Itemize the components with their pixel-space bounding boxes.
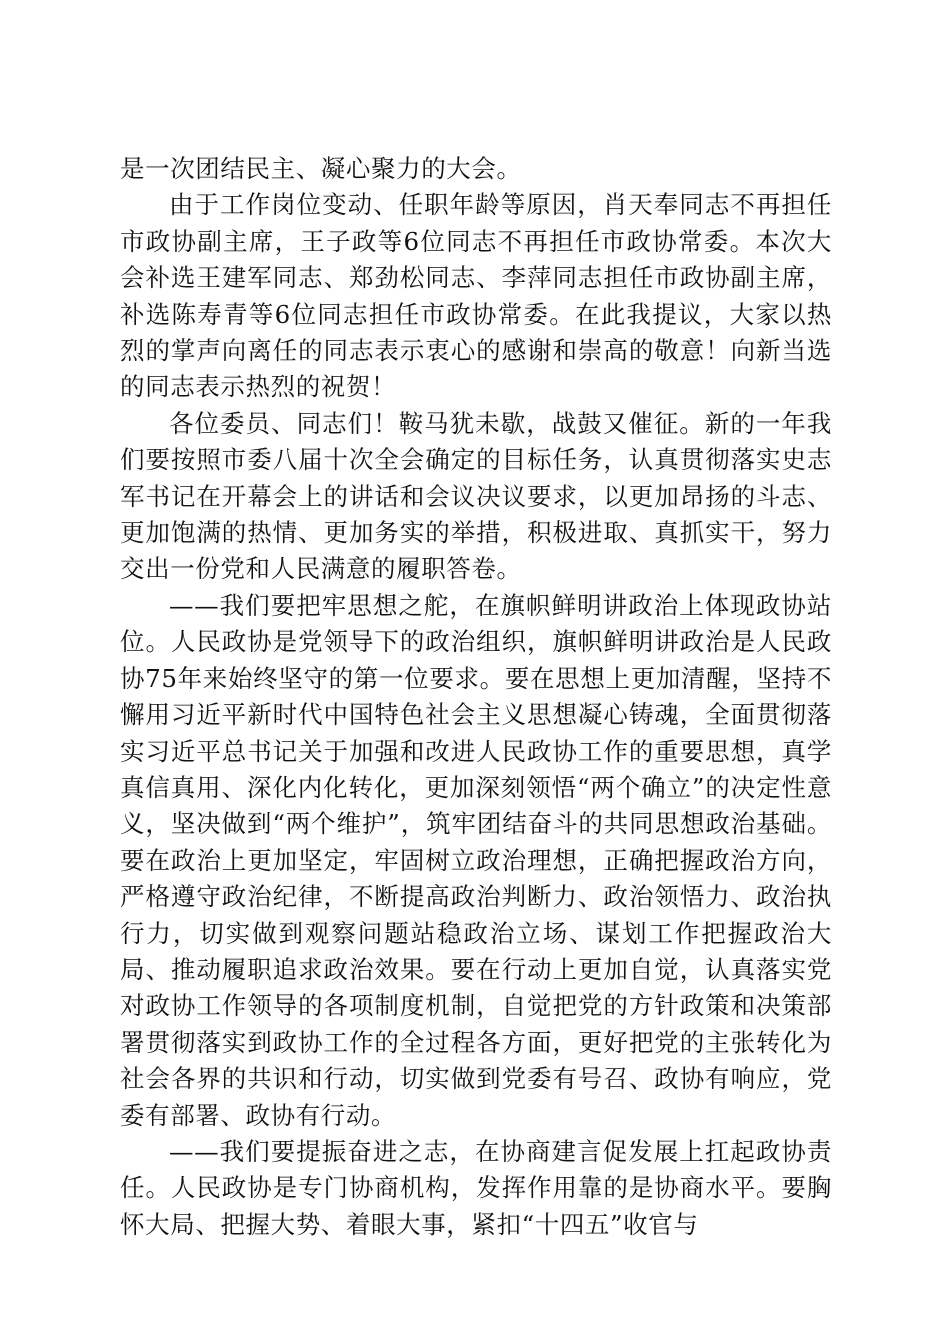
paragraph-personnel-changes: 由于工作岗位变动、任职年龄等原因，肖天奉同志不再担任市政协副主席，王子政等6位同志不再担任市政协常委。本次大会补选王建军同志、郑劲松同志、李萍同志担任市政协副主席，补选陈寿青等6位同志担任市政协常委。在此我提议，大家以热烈的掌声向离任的同志表示衷心的感谢和崇高的敬意！向新当选的同志表示热烈的祝贺！ [120, 190, 832, 402]
document-body [120, 151, 832, 1243]
paragraph-consultation-duty: ——我们要提振奋进之志，在协商建言促发展上扛起政协责任。人民政协是专门协商机构，发挥作用靠的是协商水平。要胸怀大局、把握大势、着眼大事，紧扣“十四五”收官与 [120, 1136, 832, 1239]
paragraph-continuation: 是一次团结民主、凝心聚力的大会。 [120, 154, 522, 183]
paragraph-new-year-tasks: 各位委员、同志们！鞍马犹未歇，战鼓又催征。新的一年我们要按照市委八届十次全会确定的目标任务，认真贯彻落实史志军书记在开幕会上的讲话和会议决议要求，以更加昂扬的斗志、更加饱满的热情、更加务实的举措，积极进取、真抓实干，努力交出一份党和人民满意的履职答卷。 [120, 408, 832, 584]
paragraph-political-stance: ——我们要把牢思想之舵，在旗帜鲜明讲政治上体现政协站位。人民政协是党领导下的政治组织，旗帜鲜明讲政治是人民政协75年来始终坚守的第一位要求。要在思想上更加清醒，坚持不懈用习近平新时代中国特色社会主义思想凝心铸魂，全面贯彻落实习近平总书记关于加强和改进人民政协工作的重要思想，真学真信真用、深化内化转化，更加深刻领悟“两个确立”的决定性意义，坚决做到“两个维护”，筑牢团结奋斗的共同思想政治基础。要在政治上更加坚定，牢固树立政治理想，正确把握政治方向，严格遵守政治纪律，不断提高政治判断力、政治领悟力、政治执行力，切实做到观察问题站稳政治立场、谋划工作把握政治大局、推动履职追求政治效果。要在行动上更加自觉，认真落实党对政协工作领导的各项制度机制，自觉把党的方针政策和决策部署贯彻落实到政协工作的全过程各方面，更好把党的主张转化为社会各界的共识和行动，切实做到党委有号召、政协有响应，党委有部署、政协有行动。 [120, 590, 832, 1130]
